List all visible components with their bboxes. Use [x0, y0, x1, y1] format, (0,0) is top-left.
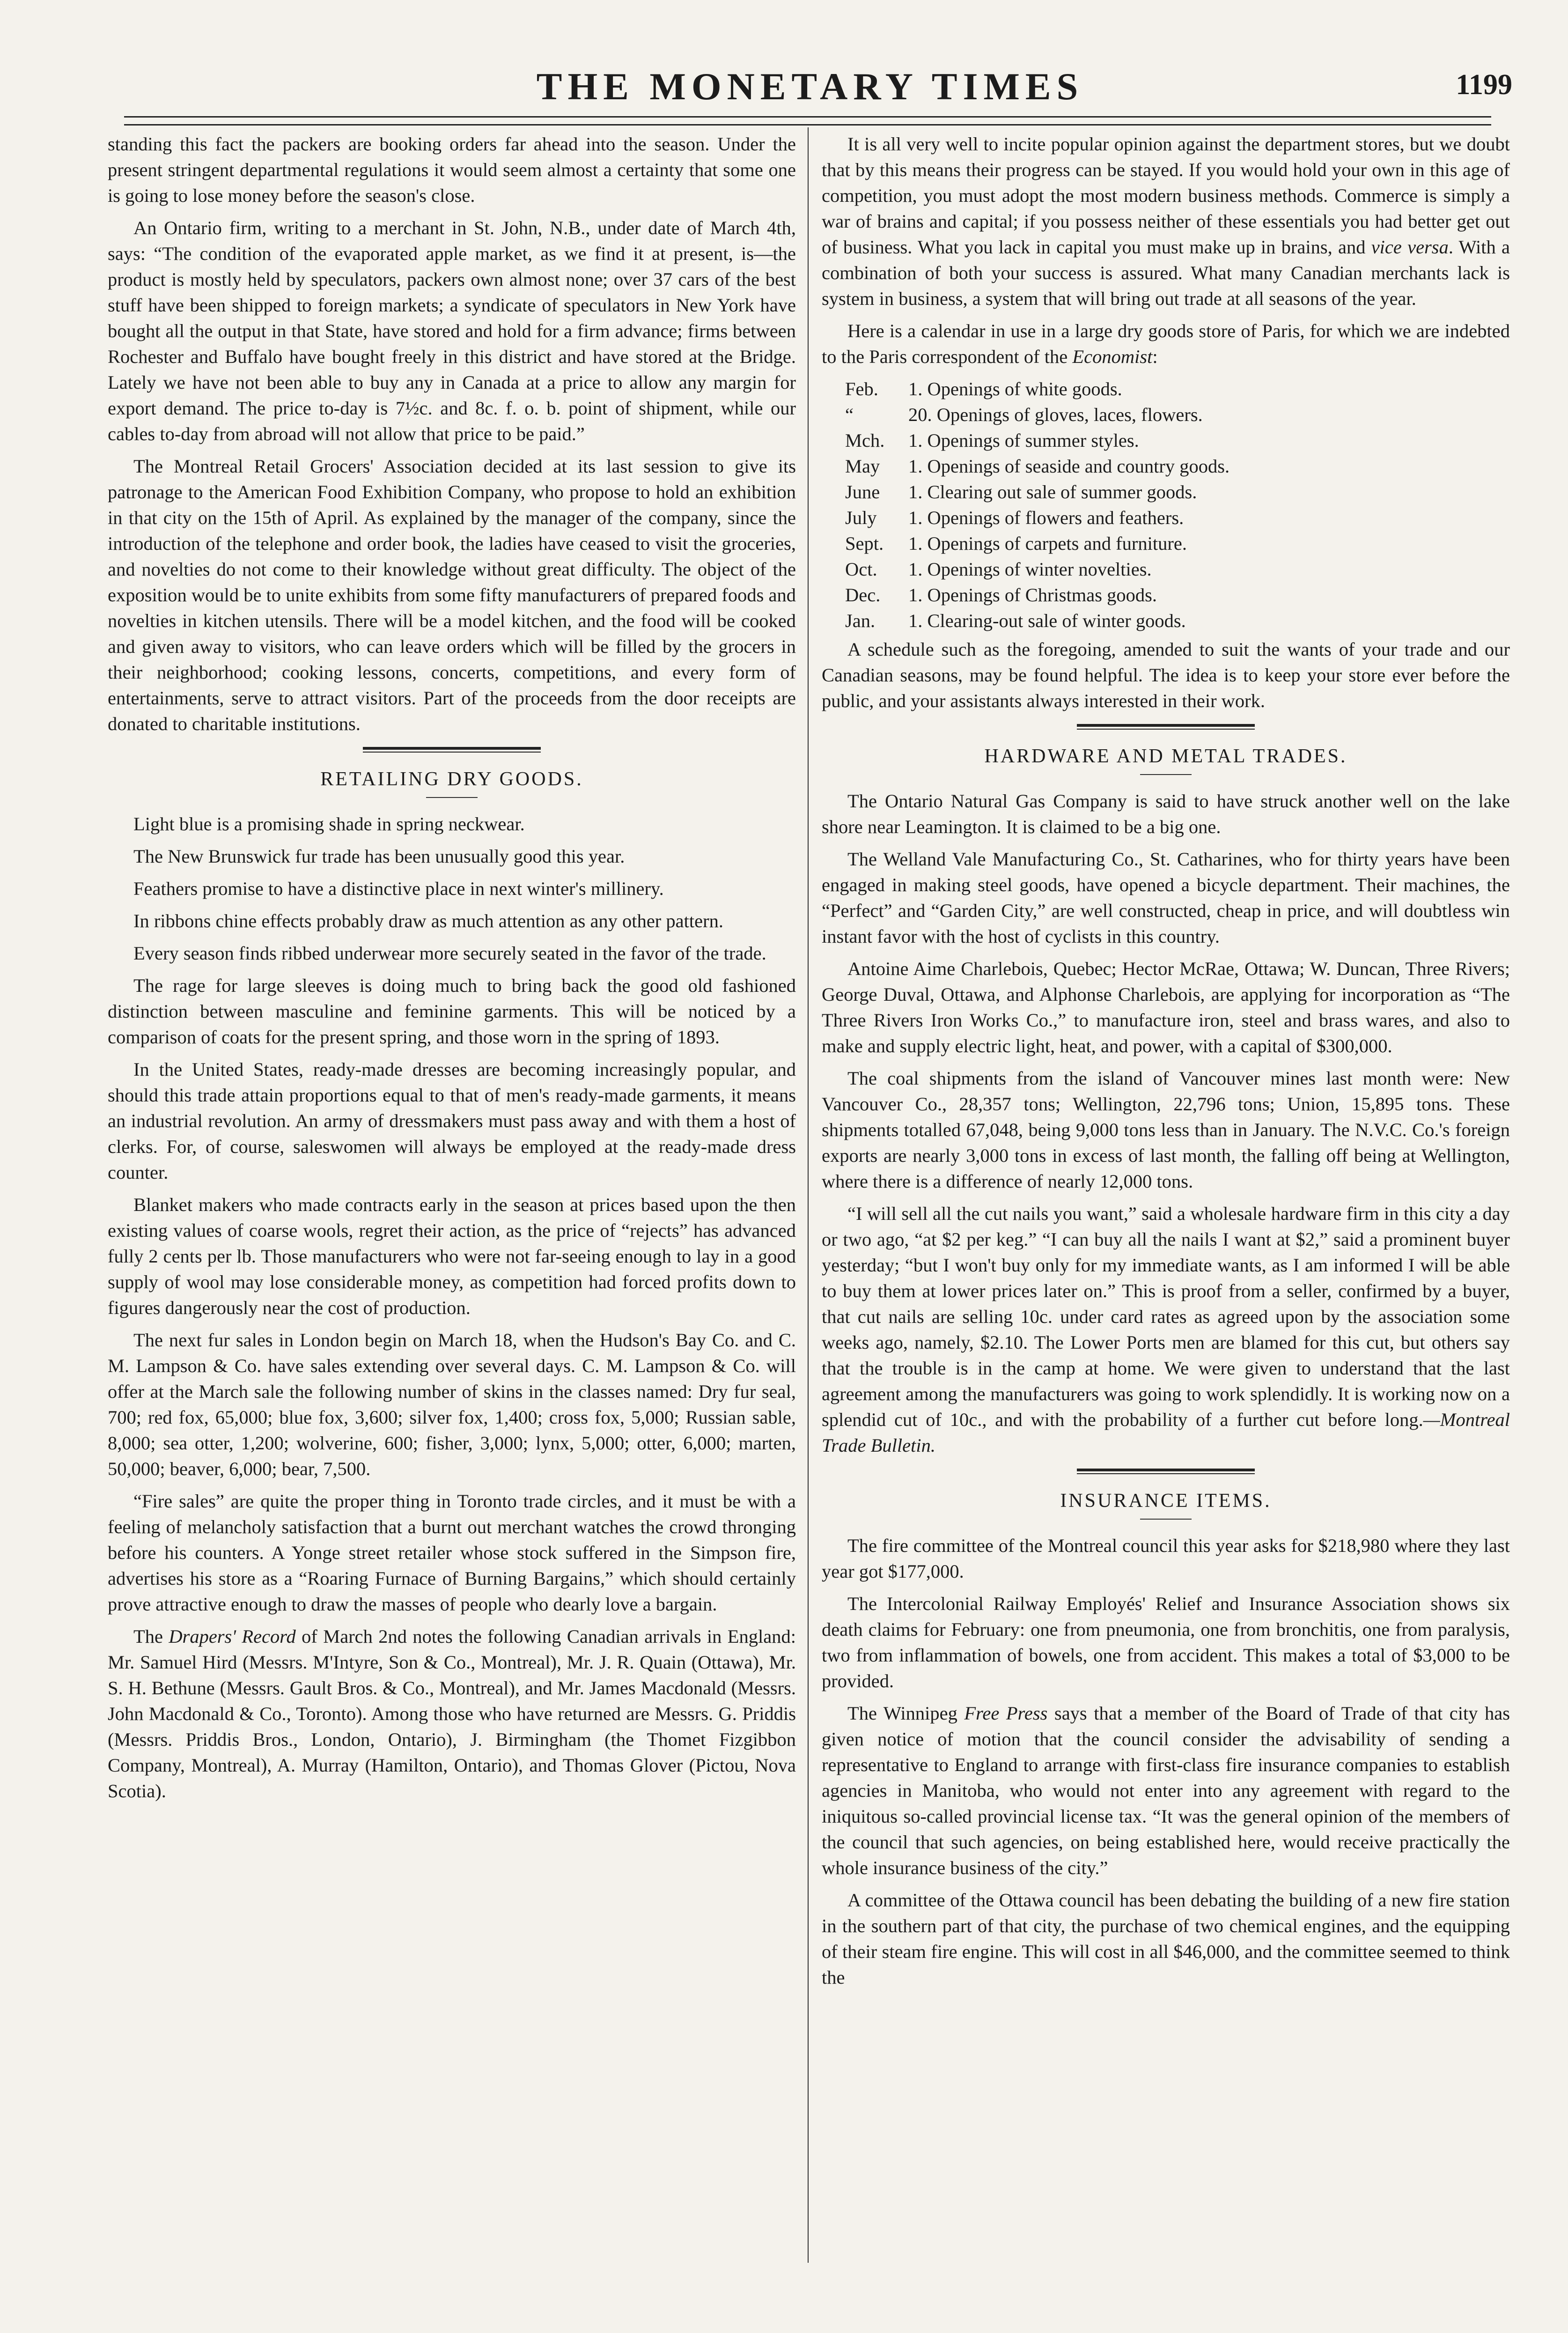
calendar-entry: 1. Openings of carpets and furniture.	[908, 533, 1187, 554]
article-paragraph: Feathers promise to have a distinctive place in next winter's millinery.	[133, 878, 664, 899]
article-paragraph: A schedule such as the foregoing, amended to suit the wants of your trade and our Canadian seasons, may be found helpful. The idea is to keep your store ever before the public, and your assistants always interested in their work.	[822, 639, 1510, 711]
article-paragraph: An Ontario firm, writing to a merchant in St. John, N.B., under date of March 4th, says: “The condition of the evaporated apple market, as we find it at present, is—the product is mostly held by speculators, packers own almost none; over 37 cars of the best stuff have been shipped to foreign markets; a syndicate of speculators in New York have bought all the output in that State, have stored and hold for a firm advance; firms between Rochester and Buffalo have bought freely in this district and have stored at the Bridge. Lately we have not been able to buy any in Canada at a price to allow any margin for export demand. The price to-day is 7½c. and 8c. f. o. b. point of shipment, while our cables to-day from abroad will not allow that price to be paid.”	[108, 217, 796, 444]
text-run: The	[133, 1626, 169, 1647]
header-rule	[124, 116, 1491, 126]
article-paragraph: standing this fact the packers are booking orders far ahead into the season. Under the present stringent departmental regulations it would seem almost a certainty that some one is going to lose money before the season's close.	[108, 133, 796, 206]
article-paragraph: The Ontario Natural Gas Company is said to have struck another well on the lake shore near Leamington. It is claimed to be a big one.	[822, 790, 1510, 837]
title-rule	[1140, 1519, 1192, 1520]
calendar-row	[822, 531, 1510, 556]
page-header	[108, 65, 1512, 116]
calendar-row	[822, 376, 1510, 402]
paris-calendar	[822, 376, 1510, 634]
department-stores-paragraph	[822, 131, 1510, 311]
article-paragraph: A committee of the Ottawa council has been debating the building of a new fire station in the southern part of that city, the purchase of two chemical engines, and the equipping of their steam fire engine. This will cost in all $46,000, and the committee seemed to think the	[822, 1890, 1510, 1988]
page-number: 1199	[1456, 69, 1512, 101]
calendar-row	[822, 453, 1510, 479]
calendar-row	[822, 402, 1510, 428]
section-separator	[363, 747, 541, 753]
calendar-month: July	[845, 507, 877, 528]
calendar-entry: 1. Openings of winter novelties.	[908, 559, 1152, 580]
article-paragraph: Antoine Aime Charlebois, Quebec; Hector McRae, Ottawa; W. Duncan, Three Rivers; George Duval, Ottawa, and Alphonse Charlebois, are applying for incorporation as “The Three Rivers Iron Works Co.,” to manufacture iron, steel and brass wares, and also to make and supply electric light, heat, and power, with a capital of $300,000.	[822, 958, 1510, 1056]
article-paragraph: The rage for large sleeves is doing much to bring back the good old fashioned distinction between masculine and feminine garments. This will be noticed by a comparison of coats for the present spring, and those worn in the spring of 1893.	[108, 975, 796, 1048]
calendar-intro	[822, 318, 1510, 369]
calendar-entry: 1. Openings of summer styles.	[908, 430, 1139, 451]
calendar-row	[822, 608, 1510, 634]
calendar-month: May	[845, 456, 880, 477]
section-title-hardware: HARDWARE AND METAL TRADES.	[984, 746, 1347, 767]
text-run: :	[1152, 346, 1158, 367]
calendar-entry: 1. Openings of flowers and feathers.	[908, 507, 1184, 528]
calendar-row	[822, 582, 1510, 608]
article-paragraph: The Intercolonial Railway Employés' Relief and Insurance Association shows six death claims for February: one from pneumonia, one from bronchitis, one from paralysis, two from inflammation of bowels, one from accident. This makes a total of $3,000 to be provided.	[822, 1593, 1510, 1691]
calendar-month: Sept.	[845, 533, 884, 554]
text-run: of March 2nd notes the following Canadian arrivals in England: Mr. Samuel Hird (Messrs. M'Intyre, Son & Co., Montreal), Mr. J. R. Quain (Ottawa), Mr. S. H. Bethune (Messrs. Gault Bros. & Co., Montreal), and Mr. James Macdonald (Messrs. John Macdonald & Co., Toronto). Among those who have returned are Messrs. G. Priddis (Messrs. Priddis Bros., London, Ontario), J. Birmingham (the Thomet Fizgibbon Company, Montreal), A. Murray (Hamilton, Ontario), and Thomas Glover (Pictou, Nova Scotia).	[108, 1626, 796, 1801]
title-rule	[426, 797, 478, 798]
article-paragraph: In the United States, ready-made dresses are becoming increasingly popular, and should this trade attain proportions equal to that of men's ready-made garments, it means an industrial revolution. An army of dressmakers must pass away and with them a host of clerks. For, of course, saleswomen will always be employed at the ready-made dress counter.	[108, 1059, 796, 1183]
text-run: The Winnipeg	[847, 1703, 964, 1724]
calendar-entry: 1. Clearing-out sale of winter goods.	[908, 610, 1186, 631]
publication-name: Drapers' Record	[169, 1626, 296, 1647]
calendar-entry: 1. Openings of Christmas goods.	[908, 584, 1157, 605]
left-column	[108, 131, 796, 1810]
winnipeg-paragraph	[822, 1700, 1510, 1881]
calendar-row	[822, 479, 1510, 505]
article-paragraph: The Welland Vale Manufacturing Co., St. Catharines, who for thirty years have been engaged in making steel goods, have opened a bicycle department. Their machines, the “Perfect” and “Garden City,” are well constructed, cheap in price, and will doubtless win instant favor with the host of cyclists in this country.	[822, 849, 1510, 947]
text-run: “I will sell all the cut nails you want,” said a wholesale hardware firm in this city a day or two ago, “at $2 per keg.” “I can buy all the nails I want at $2,” said a prominent buyer yesterday; “but I won't buy only for my immediate wants, as I am informed I will be able to buy them at lower prices later on.” This is proof from a seller, confirmed by a buyer, that cut nails are selling 10c. under card rates as agreed upon by the association some weeks ago, namely, $2.10. The Lower Ports men are blamed for this cut, but others say that the trouble is in the camp at home. We were given to understand that the last agreement among the manufacturers was going to work splendidly. It is working now on a splendid cut of 10c., and with the probability of a further cut before long.	[822, 1203, 1510, 1430]
calendar-month: Feb.	[845, 378, 878, 399]
text-run: says that a member of the Board of Trade of that city has given notice of motion that the council consider the advisability of sending a representative to England to arrange with first-class fire insurance companies to establish agencies in Manitoba, who would not enter into any agreement with regard to the iniquitous so-called provincial license tax. “It was the general opinion of the members of the council that such agencies, on being established here, would receive practically the whole insurance business of the city.”	[822, 1703, 1510, 1878]
masthead-title: THE MONETARY TIMES	[536, 65, 1084, 108]
nails-paragraph	[822, 1201, 1510, 1458]
calendar-month: Jan.	[845, 610, 876, 631]
calendar-month: “	[845, 404, 854, 425]
right-column	[822, 131, 1510, 1997]
column-divider	[808, 127, 809, 2263]
calendar-entry: 1. Openings of seaside and country goods.	[908, 456, 1230, 477]
title-rule	[1140, 774, 1192, 775]
article-paragraph: Blanket makers who made contracts early in the season at prices based upon the then existing values of coarse wools, regret their action, as the price of “rejects” has advanced fully 2 cents per lb. Those manufacturers who were not far-seeing enough to lay in a good supply of wool may lose considerable money, as competition had forced profits down to figures dangerously near the cost of production.	[108, 1194, 796, 1318]
calendar-row	[822, 556, 1510, 582]
calendar-month: Dec.	[845, 584, 881, 605]
article-paragraph: The New Brunswick fur trade has been unusually good this year.	[133, 846, 625, 867]
article-paragraph: The next fur sales in London begin on March 18, when the Hudson's Bay Co. and C. M. Lampson & Co. have sales extending over several days. C. M. Lampson & Co. will offer at the March sale the following number of skins in the classes named: Dry fur seal, 700; red fox, 65,000; blue fox, 3,600; silver fox, 1,400; cross fox, 5,000; Russian sable, 8,000; sea otter, 1,200; wolverine, 600; fisher, 3,000; lynx, 5,000; otter, 6,000; marten, 50,000; beaver, 6,000; bear, 7,500.	[108, 1329, 796, 1479]
article-paragraph: The coal shipments from the island of Vancouver mines last month were: New Vancouver Co., 28,357 tons; Wellington, 22,796 tons; Union, 15,895 tons. These shipments totalled 67,048, being 9,000 tons less than in January. The N.V.C. Co.'s foreign exports are nearly 3,000 tons in excess of last month, the falling off being at Wellington, where there is a difference of nearly 12,000 tons.	[822, 1068, 1510, 1192]
calendar-month: Mch.	[845, 430, 885, 451]
section-title-insurance: INSURANCE ITEMS.	[1060, 1490, 1272, 1512]
article-paragraph: In ribbons chine effects probably draw as much attention as any other pattern.	[133, 910, 723, 931]
italic-phrase: vice versa	[1371, 236, 1449, 258]
calendar-month: June	[845, 481, 880, 502]
article-paragraph: Every season finds ribbed underwear more securely seated in the favor of the trade.	[133, 943, 766, 964]
section-separator	[1077, 724, 1255, 730]
text-run: It is all very well to incite popular opinion against the department stores, but we doubt that by this means their progress can be stayed. If you would hold your own in this age of competition, you must adopt the most modern business methods. Commerce is simply a war of brains and capital; if you possess neither of these essentials you had better get out of business. What you lack in capital you must make up in brains, and	[822, 133, 1510, 258]
source-credit: —Montreal Trade Bulletin.	[822, 1409, 1510, 1456]
text-run: . With a combination of both your success is assured. What many Canadian merchants lack is system in business, a system that will bring out trade at all seasons of the year.	[822, 236, 1510, 309]
calendar-month: Oct.	[845, 559, 877, 580]
calendar-entry: 1. Openings of white goods.	[908, 378, 1122, 399]
calendar-entry: 20. Openings of gloves, laces, flowers.	[908, 404, 1203, 425]
publication-name: Free Press	[964, 1703, 1048, 1724]
article-paragraph: “Fire sales” are quite the proper thing in Toronto trade circles, and it must be with a feeling of melancholy satisfaction that a burnt out merchant watches the crowd thronging before his counters. A Yonge street retailer whose stock suffered in the Simpson fire, advertises his store as a “Roaring Furnace of Burning Bargains,” which should certainly prove attractive enough to draw the masses of people who dearly love a bargain.	[108, 1491, 796, 1615]
calendar-entry: 1. Clearing out sale of summer goods.	[908, 481, 1197, 502]
calendar-row	[822, 505, 1510, 531]
section-separator	[1077, 1469, 1255, 1474]
publication-name: Economist	[1072, 346, 1153, 367]
drapers-paragraph	[108, 1624, 796, 1804]
article-paragraph: The fire committee of the Montreal council this year asks for $218,980 where they last year got $177,000.	[822, 1535, 1510, 1582]
calendar-row	[822, 428, 1510, 453]
section-title-retailing: RETAILING DRY GOODS.	[320, 768, 583, 790]
article-paragraph: The Montreal Retail Grocers' Association decided at its last session to give its patronage to the American Food Exhibition Company, who propose to hold an exhibition in that city on the 15th of April. As explained by the manager of the company, since the introduction of the telephone and order book, the ladies have ceased to visit the groceries, and novelties do not come to their knowledge without great difficulty. The object of the exposition would be to unite exhibits from some fifty manufacturers of prepared foods and novelties in kitchen utensils. There will be a model kitchen, and the food will be cooked and given away to visitors, who can leave orders which will be filled by the grocers in their neighborhood; cooking lessons, concerts, competitions, and every form of entertainments, serve to attract visitors. Part of the proceeds from the door receipts are donated to charitable institutions.	[108, 456, 796, 734]
article-paragraph: Light blue is a promising shade in spring neckwear.	[133, 813, 525, 834]
text-run: Here is a calendar in use in a large dry goods store of Paris, for which we are indebted to the Paris correspondent of the	[822, 320, 1510, 367]
